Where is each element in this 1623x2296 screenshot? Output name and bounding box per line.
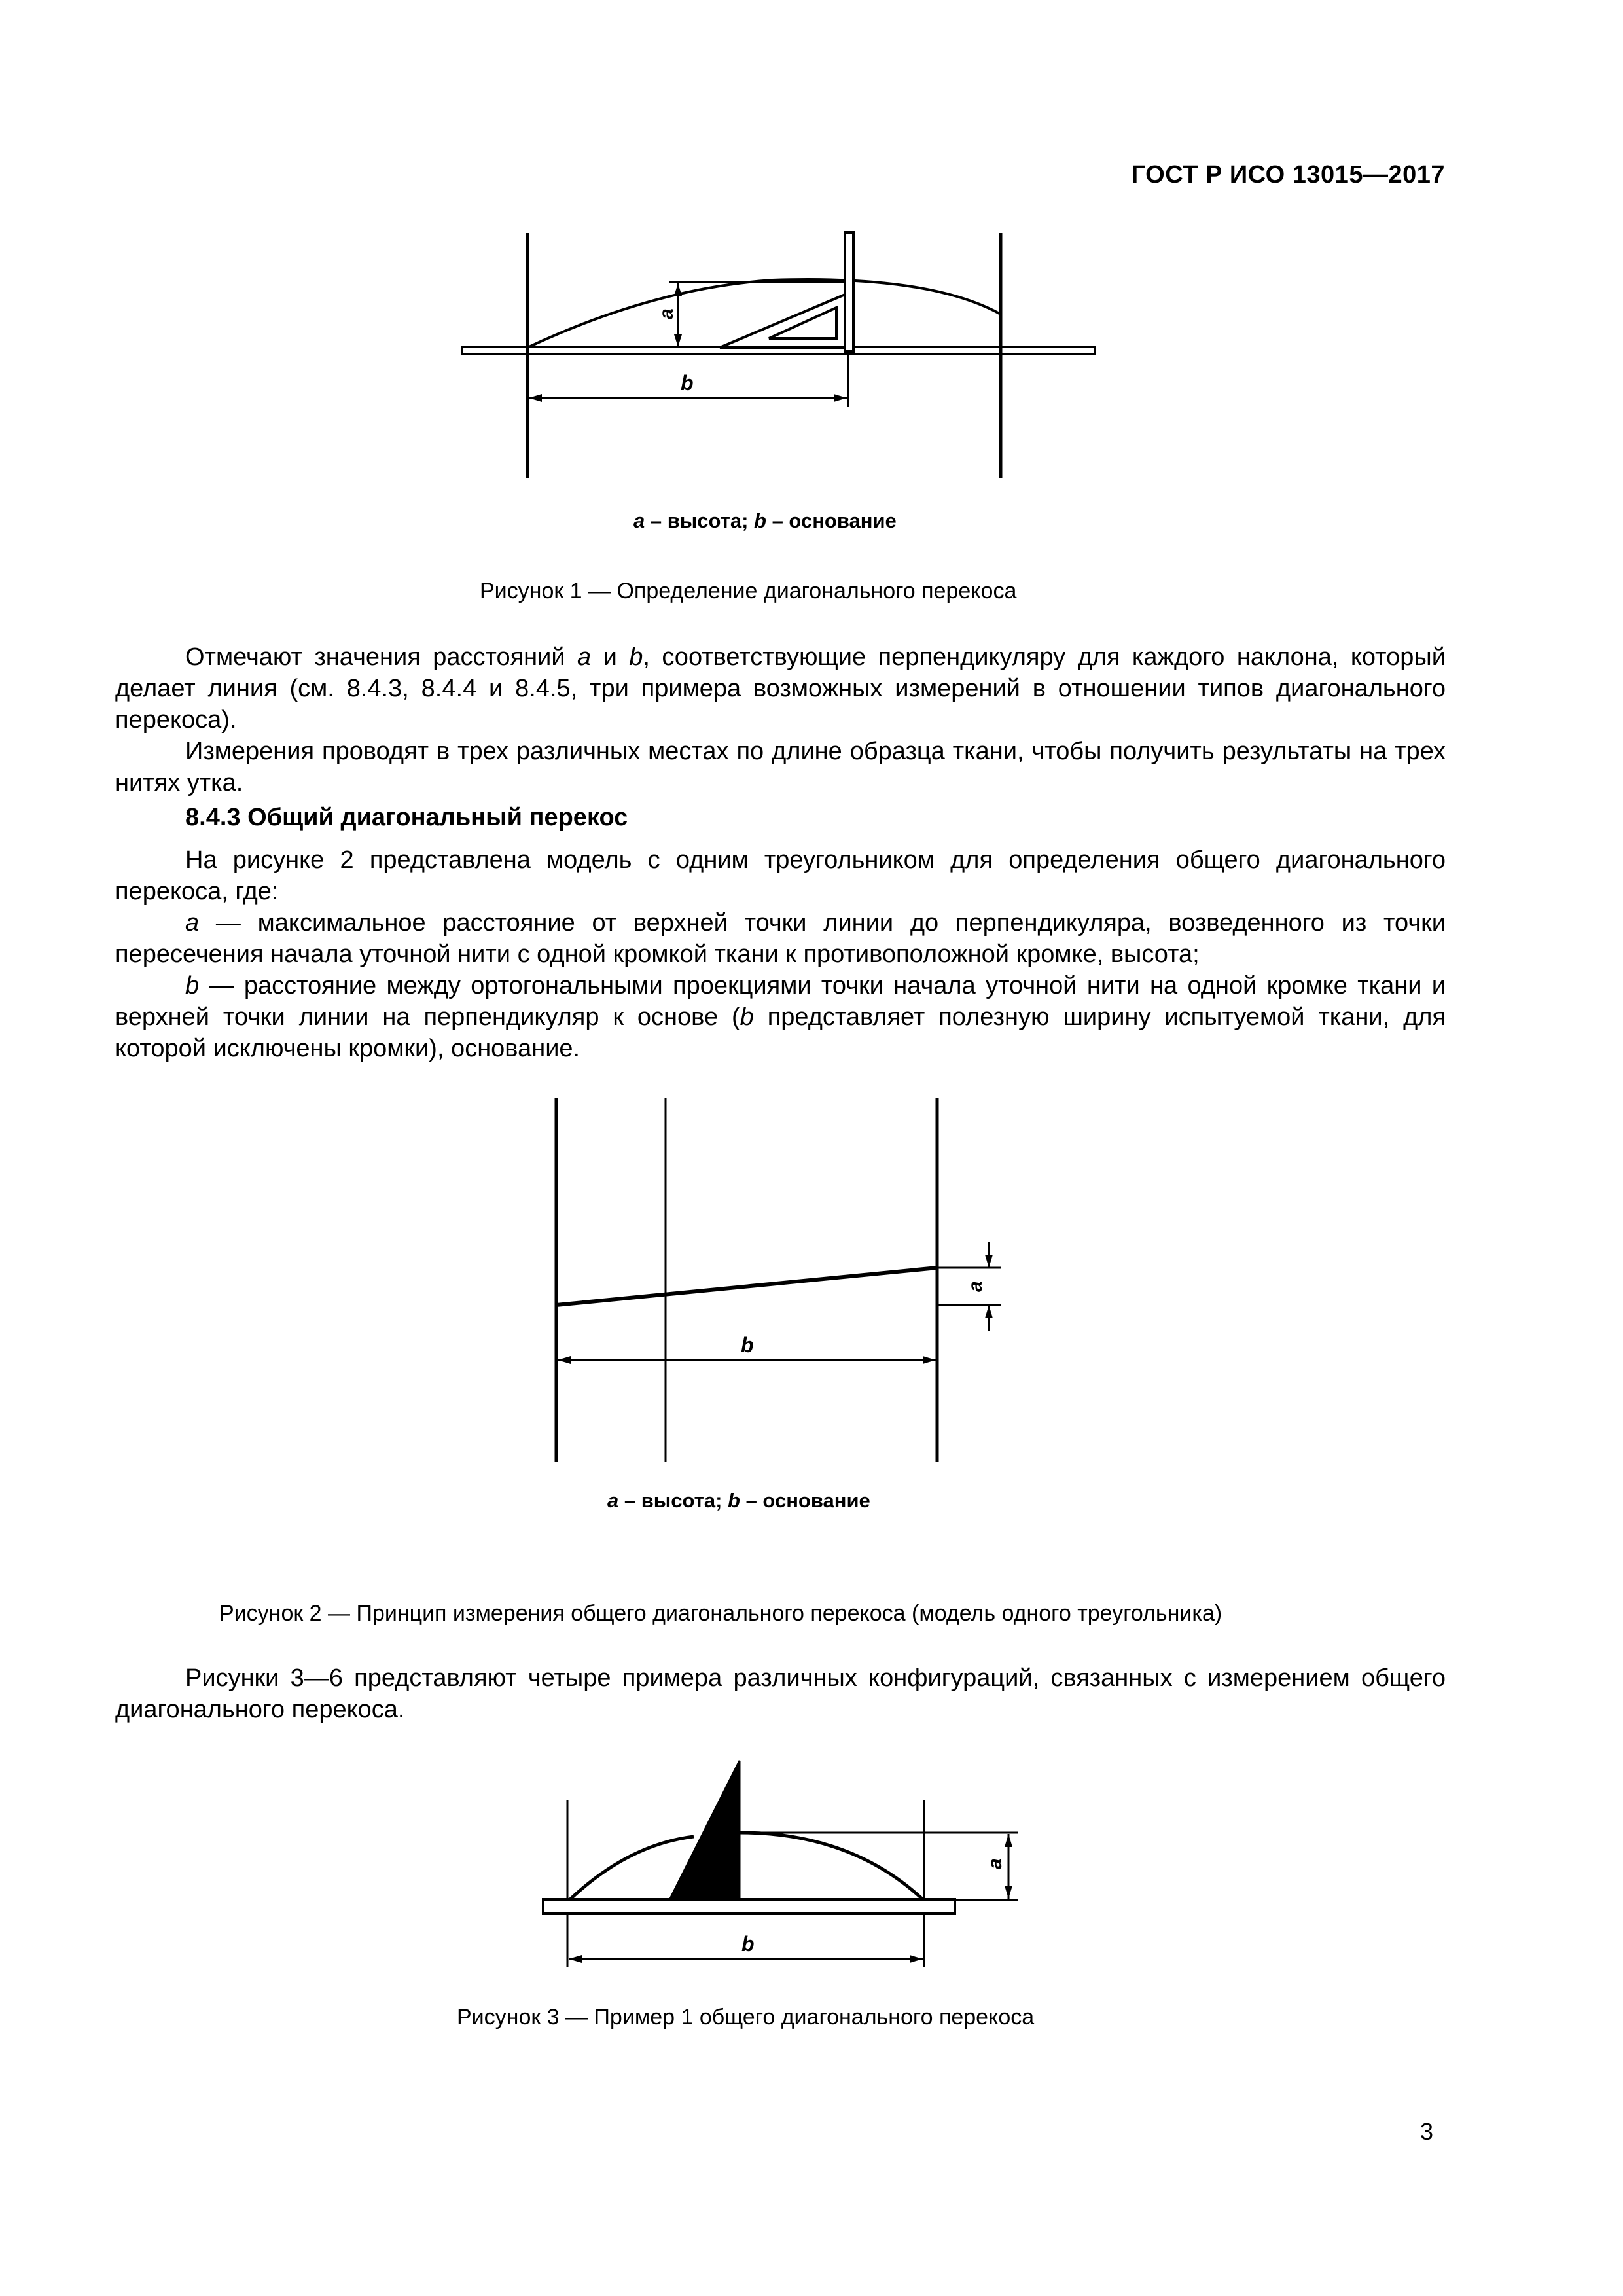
fig2-label-a: a: [965, 1281, 986, 1292]
section-heading-8-4-3: 8.4.3 Общий диагональный перекос: [185, 804, 628, 831]
paragraph-6: Рисунки 3—6 представляют четыре примера различных конфигураций, связанных с измерением общего диагонального перекоса.: [115, 1664, 1446, 1723]
paragraph-block-2: [115, 844, 1446, 1064]
paragraph-2: Измерения проводят в трех различных местах по длине образца ткани, чтобы получить результаты на трех нитях утка.: [115, 738, 1446, 797]
figure-1-caption: Рисунок 1 — Определение диагонального перекоса: [480, 579, 1017, 603]
definition-b: b — расстояние между ортогональными проекциями точки начала уточной нити на одной кромке ткани и верхней точки линии на перпендикуляр к основе (b представляет полезную ширину испытуемой ткани, для которой исключены кромки), основание.: [115, 972, 1446, 1062]
fig3-label-a: a: [984, 1858, 1006, 1869]
figure-2-diagram: [524, 1086, 1047, 1479]
fig2-label-b: b: [741, 1333, 754, 1357]
figure-3-diagram: [524, 1741, 1047, 1977]
figure-3-caption: Рисунок 3 — Пример 1 общего диагонального перекоса: [457, 2005, 1035, 2030]
figure-1-legend: a – высота; b – основание: [633, 509, 897, 532]
paragraph-1: Отмечают значения расстояний a и b, соответствующие перпендикуляру для каждого наклона, который делает линия (см. 8.4.3, 8.4.4 и 8.4.5, три примера возможных измерений в отношении типов диагонального перекоса).: [115, 643, 1446, 734]
document-header: ГОСТ Р ИСО 13015—2017: [1131, 161, 1445, 188]
fig2-weft-line: [556, 1268, 937, 1305]
figure-2-caption: Рисунок 2 — Принцип измерения общего диагонального перекоса (модель одного треугольника): [219, 1601, 1222, 1626]
fig1-label-a: a: [656, 308, 677, 319]
figure-1-diagram: [445, 216, 1099, 491]
definition-a: a — максимальное расстояние от верхней точки линии до перпендикуляра, возведенного из точки пересечения начала уточной нити с одной кромкой ткани к противоположной кромке, высота;: [115, 909, 1446, 968]
paragraph-block-3: [115, 1662, 1446, 1725]
page-number: 3: [1420, 2118, 1434, 2145]
fig3-base-ruler: [543, 1899, 955, 1914]
fig1-label-b: b: [681, 371, 694, 395]
fig3-label-b: b: [741, 1932, 755, 1956]
paragraph-block-1: [115, 641, 1446, 798]
paragraph-3: На рисунке 2 представлена модель с одним треугольником для определения общего диагонального перекоса, где:: [115, 846, 1446, 905]
figure-2-legend: a – высота; b – основание: [607, 1489, 870, 1512]
fig3-filled-triangle: [669, 1761, 740, 1900]
fig3-weft-curve: [569, 1833, 923, 1900]
